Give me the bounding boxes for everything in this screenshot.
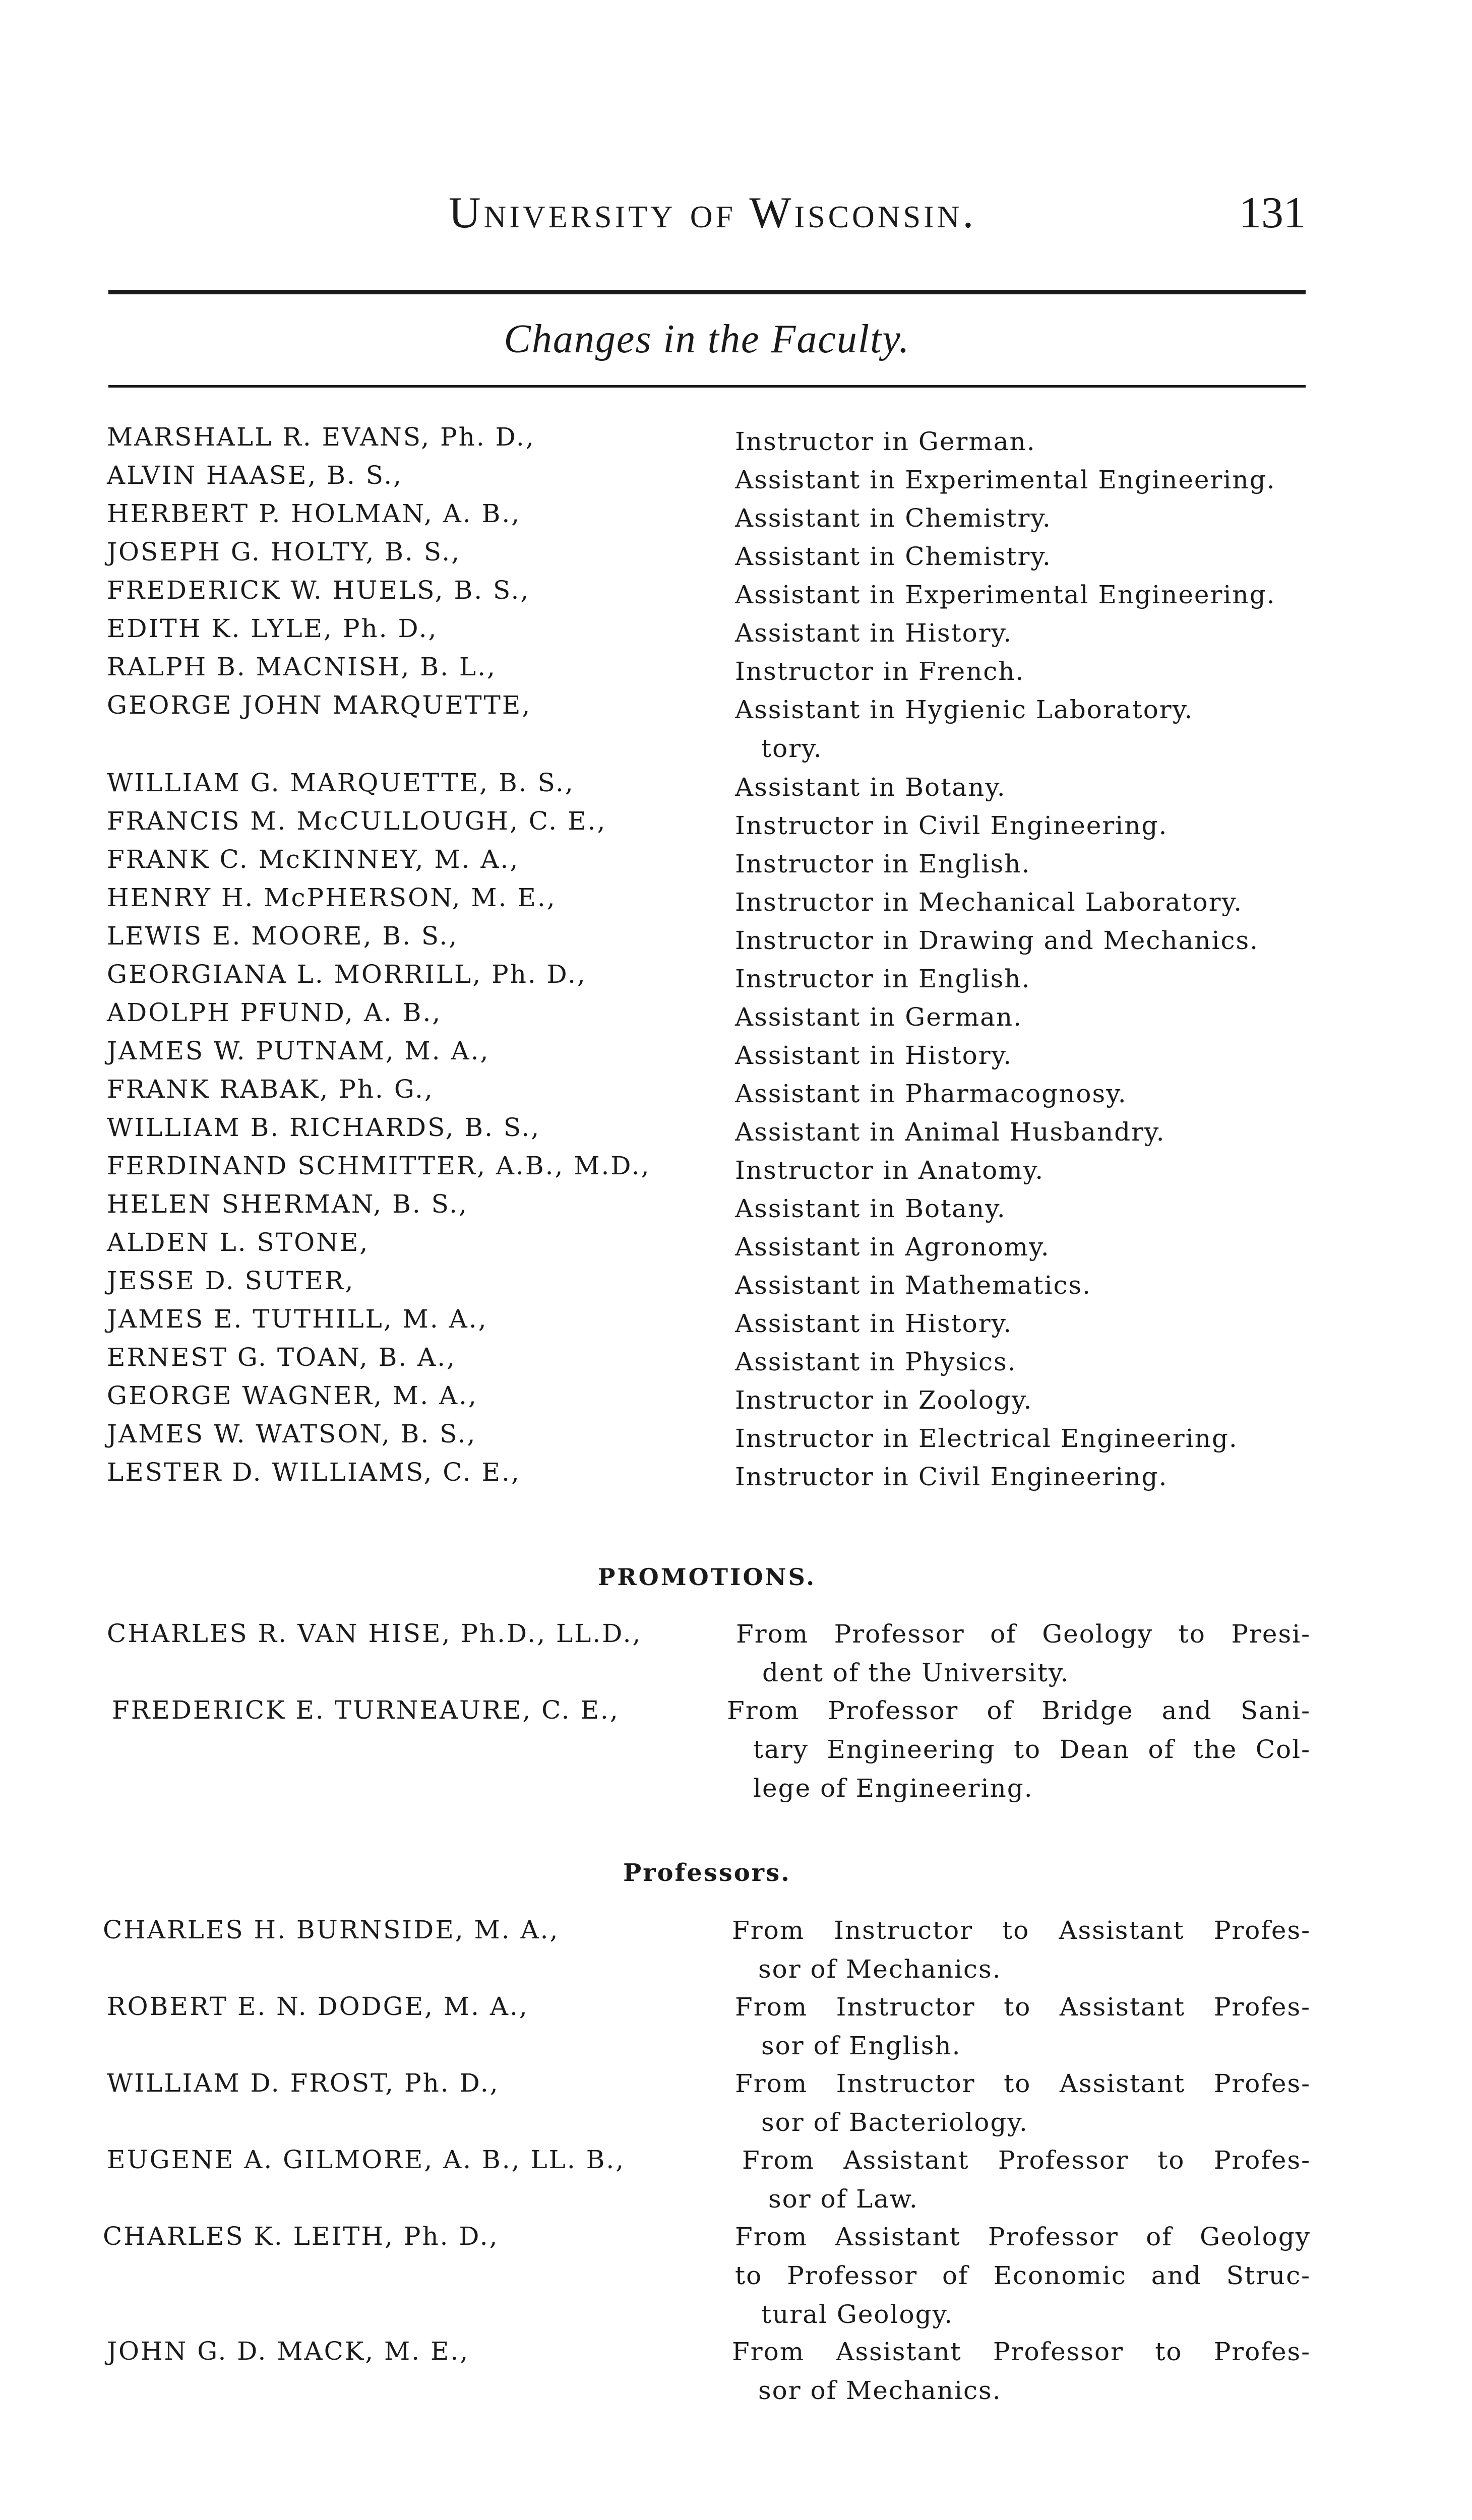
faculty-position: Instructor in Mechanical Laboratory.	[735, 888, 1243, 917]
faculty-name: GEORGE WAGNER, M. A.,	[107, 1381, 478, 1410]
detail-line: sor of Law.	[768, 2184, 918, 2214]
appointment-row	[0, 960, 1472, 1000]
faculty-name: LEWIS E. MOORE, B. S.,	[107, 921, 459, 951]
promotion-entry	[0, 1695, 1472, 1816]
faculty-name: LESTER D. WILLIAMS, C. E.,	[107, 1458, 521, 1487]
detail-line: dent of the University.	[762, 1658, 1070, 1687]
faculty-position: Assistant in Chemistry.	[735, 503, 1052, 533]
professors-heading: Professors.	[623, 1859, 791, 1887]
faculty-name: HENRY H. McPHERSON, M. E.,	[107, 883, 557, 912]
faculty-name: GEORGIANA L. MORRILL, Ph. D.,	[107, 960, 587, 989]
appointment-row	[0, 845, 1472, 885]
page-number: 131	[1239, 188, 1306, 237]
appointment-row	[0, 998, 1472, 1038]
detail-line: to Professor of Economic and Struc-	[735, 2261, 1311, 2290]
faculty-position: Assistant in Experimental Engineering.	[735, 465, 1276, 494]
position-line: Assistant in Hygienic Laboratory.	[735, 695, 1194, 724]
appointment-row	[0, 576, 1472, 616]
appointment-row	[0, 1419, 1472, 1460]
running-header	[106, 187, 1306, 243]
appointment-row	[0, 1458, 1472, 1498]
faculty-position: Instructor in Zoology.	[735, 1385, 1033, 1415]
faculty-name: JAMES E. TUTHILL, M. A.,	[107, 1304, 488, 1334]
appointment-row	[0, 1304, 1472, 1345]
faculty-position	[735, 690, 1310, 768]
position-continuation: tory.	[761, 734, 823, 763]
appointment-row	[0, 537, 1472, 578]
faculty-position: Instructor in Civil Engineering.	[735, 1462, 1168, 1491]
faculty-name: JOSEPH G. HOLTY, B. S.,	[107, 537, 461, 566]
faculty-position: Assistant in Botany.	[735, 1194, 1006, 1223]
detail-line: From Assistant Professor to Profes-	[732, 2337, 1311, 2366]
promotion-detail	[732, 2333, 1311, 2410]
faculty-name: HELEN SHERMAN, B. S.,	[107, 1189, 468, 1219]
appointment-row	[0, 652, 1472, 692]
faculty-position: Assistant in History.	[735, 1309, 1013, 1338]
faculty-name: CHARLES H. BURNSIDE, M. A.,	[103, 1915, 560, 1944]
promotion-entry	[0, 1619, 1472, 1699]
appointment-row	[0, 1113, 1472, 1153]
faculty-position: Instructor in Anatomy.	[735, 1156, 1045, 1185]
appointment-row	[0, 1381, 1472, 1421]
appointment-row	[0, 690, 1472, 766]
faculty-position: Instructor in Drawing and Mechanics.	[735, 926, 1259, 955]
detail-line: From Professor of Bridge and Sani-	[727, 1696, 1311, 1725]
top-rule	[108, 290, 1306, 294]
detail-line: sor of Bacteriology.	[761, 2108, 1028, 2137]
appointment-row	[0, 1151, 1472, 1191]
detail-line: From Assistant Professor of Geology	[735, 2222, 1311, 2251]
detail-line: From Instructor to Assistant Profes-	[735, 1992, 1311, 2022]
faculty-name: FREDERICK W. HUELS, B. S.,	[107, 576, 530, 605]
faculty-position: Instructor in English.	[735, 849, 1031, 878]
promotion-detail	[727, 1691, 1311, 1808]
promotion-detail	[736, 1615, 1311, 1692]
bottom-rule	[108, 385, 1306, 388]
faculty-position: Assistant in Physics.	[735, 1347, 1017, 1376]
detail-line: sor of Mechanics.	[758, 2376, 1002, 2405]
appointment-row	[0, 921, 1472, 962]
detail-line: lege of Engineering.	[753, 1774, 1033, 1803]
detail-line: sor of English.	[761, 2031, 961, 2060]
appointment-row	[0, 1266, 1472, 1306]
appointment-row	[0, 499, 1472, 539]
detail-line: tural Geology.	[761, 2300, 954, 2329]
running-title: University of Wisconsin.	[449, 188, 977, 237]
appointment-row	[0, 422, 1472, 463]
faculty-name: JAMES W. PUTNAM, M. A.,	[107, 1036, 490, 1065]
faculty-name: WILLIAM G. MARQUETTE, B. S.,	[107, 768, 575, 797]
faculty-position: Assistant in Chemistry.	[735, 542, 1052, 571]
faculty-name: EUGENE A. GILMORE, A. B., LL. B.,	[107, 2145, 626, 2174]
faculty-position: Instructor in French.	[735, 657, 1025, 686]
promotion-detail	[742, 2141, 1311, 2219]
faculty-name: CHARLES R. VAN HISE, Ph.D., LL.D.,	[107, 1619, 642, 1648]
appointment-row	[0, 1189, 1472, 1230]
faculty-position: Assistant in Botany.	[735, 773, 1006, 802]
appointment-row	[0, 614, 1472, 654]
faculty-name: WILLIAM D. FROST, Ph. D.,	[107, 2068, 500, 2098]
faculty-name: ERNEST G. TOAN, B. A.,	[107, 1343, 457, 1372]
faculty-name: ROBERT E. N. DODGE, M. A.,	[107, 1992, 529, 2021]
faculty-name: EDITH K. LYLE, Ph. D.,	[107, 614, 438, 643]
professor-entry	[0, 2068, 1472, 2149]
faculty-position: Assistant in German.	[735, 1002, 1023, 1032]
appointment-row	[0, 1228, 1472, 1268]
faculty-position: Assistant in Mathematics.	[735, 1271, 1092, 1300]
faculty-name: GEORGE JOHN MARQUETTE,	[107, 690, 532, 720]
faculty-name: ALVIN HAASE, B. S.,	[107, 461, 403, 490]
section-title: Changes in the Faculty.	[504, 317, 910, 361]
faculty-position: Assistant in Agronomy.	[735, 1232, 1050, 1262]
faculty-name: MARSHALL R. EVANS, Ph. D.,	[107, 422, 535, 452]
professor-entry	[0, 1992, 1472, 2072]
appointment-row	[0, 1075, 1472, 1115]
appointment-row	[0, 768, 1472, 808]
promotion-detail	[735, 2064, 1311, 2142]
faculty-position: Instructor in German.	[735, 427, 1036, 456]
promotion-detail	[735, 2218, 1311, 2334]
faculty-position: Assistant in History.	[735, 1041, 1013, 1070]
promotions-heading: PROMOTIONS.	[597, 1563, 817, 1591]
appointment-row	[0, 1343, 1472, 1383]
professor-entry	[0, 2145, 1472, 2226]
detail-line: From Assistant Professor to Profes-	[742, 2146, 1311, 2175]
detail-line: sor of Mechanics.	[758, 1955, 1002, 1984]
appointment-row	[0, 806, 1472, 847]
faculty-position: Instructor in English.	[735, 964, 1031, 993]
professor-entry	[0, 1915, 1472, 1996]
faculty-position: Assistant in History.	[735, 618, 1013, 648]
faculty-name: FRANCIS M. McCULLOUGH, C. E.,	[107, 806, 607, 836]
faculty-name: HERBERT P. HOLMAN, A. B.,	[107, 499, 521, 528]
faculty-position: Assistant in Animal Husbandry.	[735, 1117, 1166, 1147]
faculty-name: JAMES W. WATSON, B. S.,	[107, 1419, 477, 1448]
faculty-name: FERDINAND SCHMITTER, A.B., M.D.,	[107, 1151, 651, 1180]
detail-line: tary Engineering to Dean of the Col-	[753, 1735, 1311, 1764]
faculty-name: ALDEN L. STONE,	[107, 1228, 370, 1257]
faculty-name: JESSE D. SUTER,	[107, 1266, 355, 1295]
professor-entry	[0, 2222, 1472, 2343]
faculty-name: JOHN G. D. MACK, M. E.,	[107, 2337, 470, 2366]
faculty-name: FREDERICK E. TURNEAURE, C. E.,	[112, 1695, 620, 1725]
appointment-row	[0, 883, 1472, 923]
detail-line: From Professor of Geology to Presi-	[736, 1619, 1311, 1649]
detail-line: From Instructor to Assistant Profes-	[732, 1916, 1311, 1945]
faculty-position: Instructor in Electrical Engineering.	[735, 1424, 1238, 1453]
faculty-name: FRANK RABAK, Ph. G.,	[107, 1075, 434, 1104]
professor-entry	[0, 2337, 1472, 2417]
faculty-name: CHARLES K. LEITH, Ph. D.,	[103, 2222, 499, 2251]
faculty-position: Instructor in Civil Engineering.	[735, 811, 1168, 840]
faculty-position: Assistant in Experimental Engineering.	[735, 580, 1276, 609]
appointment-row	[0, 461, 1472, 501]
promotion-detail	[735, 1988, 1311, 2065]
faculty-name: WILLIAM B. RICHARDS, B. S.,	[107, 1113, 541, 1142]
promotion-detail	[732, 1911, 1311, 1989]
faculty-position: Assistant in Pharmacognosy.	[735, 1079, 1127, 1108]
faculty-name: RALPH B. MACNISH, B. L.,	[107, 652, 497, 681]
detail-line: From Instructor to Assistant Profes-	[735, 2069, 1311, 2098]
faculty-name: ADOLPH PFUND, A. B.,	[107, 998, 442, 1027]
appointment-row	[0, 1036, 1472, 1077]
faculty-name: FRANK C. McKINNEY, M. A.,	[107, 845, 520, 874]
